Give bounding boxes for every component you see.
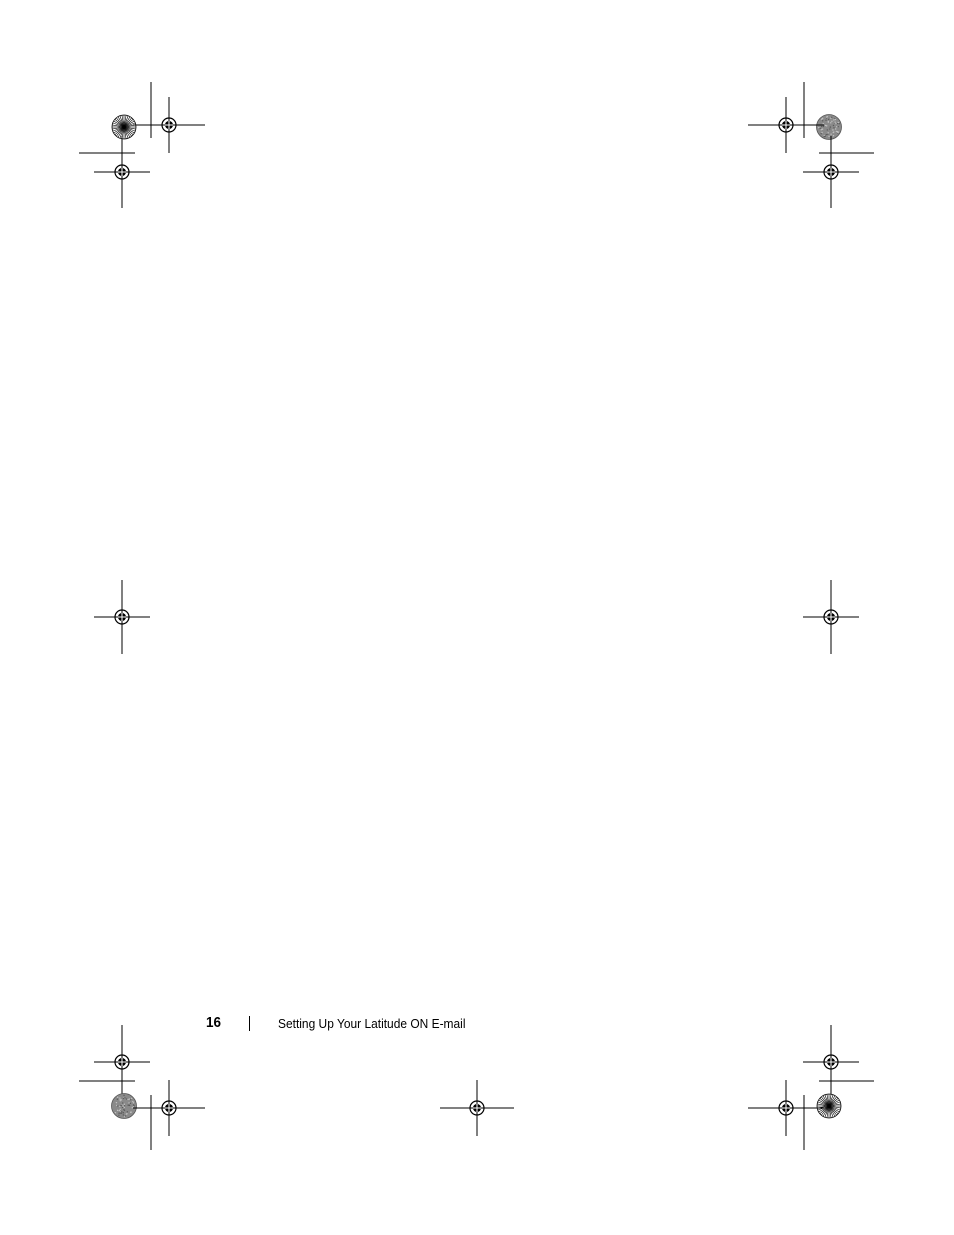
crosshair-registration-icon bbox=[803, 580, 859, 654]
crosshair-registration-icon bbox=[94, 1025, 150, 1099]
footer-separator bbox=[249, 1016, 250, 1031]
crosshair-registration-icon bbox=[94, 136, 150, 208]
crosshair-registration-icon bbox=[440, 1080, 514, 1136]
starburst-icon bbox=[112, 115, 136, 139]
crosshair-registration-icon bbox=[748, 1080, 824, 1136]
crosshair-registration-icon bbox=[133, 1080, 205, 1136]
gray-circle-patch-icon bbox=[817, 115, 842, 140]
starburst-icon bbox=[817, 1094, 841, 1118]
crosshair-registration-icon bbox=[803, 1025, 859, 1099]
crosshair-registration-icon bbox=[94, 580, 150, 654]
gray-circle-patch-icon bbox=[112, 1094, 137, 1119]
crosshair-registration-icon bbox=[133, 97, 205, 153]
page-number: 16 bbox=[206, 1014, 222, 1031]
crosshair-registration-icon bbox=[748, 97, 824, 153]
running-footer-title: Setting Up Your Latitude ON E-mail bbox=[278, 1016, 466, 1031]
crosshair-registration-icon bbox=[803, 136, 859, 208]
